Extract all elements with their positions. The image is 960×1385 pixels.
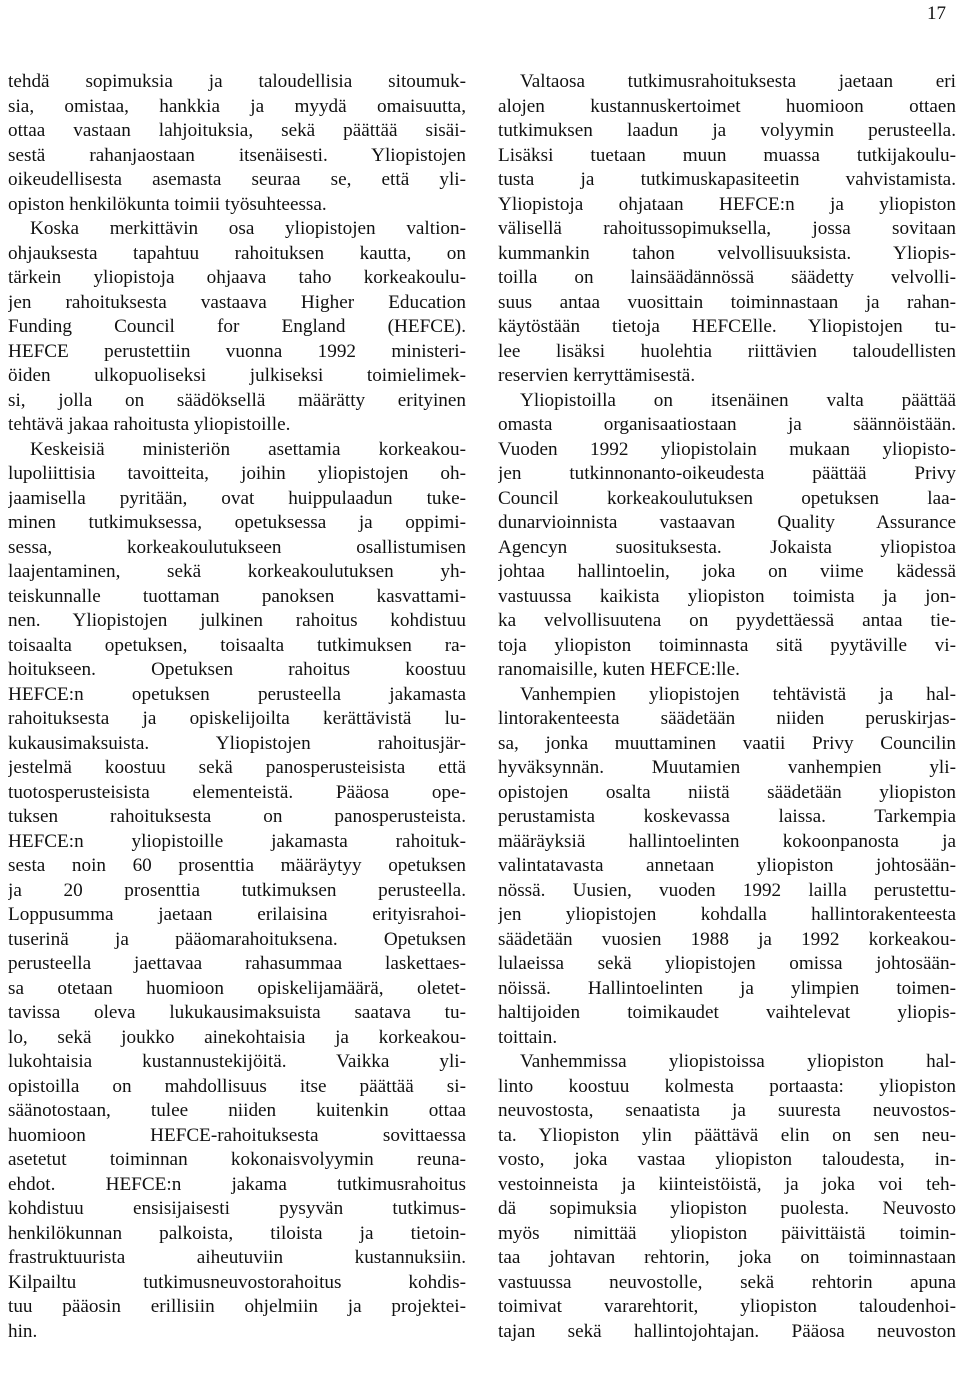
text-line: Valtaosa tutkimusrahoituksesta jaetaan eri bbox=[520, 71, 956, 92]
text-line: nöissä. Hallintoelinten ja ylimpien toimen- bbox=[498, 977, 956, 999]
text-line: huomioon HEFCE-rahoituksesta sovittaessa bbox=[8, 1124, 466, 1146]
text-line: vestoinneista ja kiinteistöistä, ja joka voi teh- bbox=[498, 1173, 956, 1195]
text-line: haltijoiden toimikaudet vaihtelevat yliopis- bbox=[498, 1002, 956, 1023]
text-line: tuu pääosin erillisiin ohjelmiin ja projektei- bbox=[8, 1296, 466, 1317]
text-line: nen. Yliopistojen julkinen rahoitus kohdistuu bbox=[8, 610, 466, 631]
text-line: tusta ja tutkimuskapasiteetin vahvistamista. bbox=[498, 169, 956, 190]
text-line: sesta noin 60 prosenttia määräytyy opetuksen bbox=[8, 855, 466, 876]
text-line: sa otetaan huomioon opiskelijamäärä, oletet- bbox=[8, 977, 466, 999]
text-line: sessa, korkeakoulutukseen osallistumisen bbox=[8, 536, 466, 558]
text-line: kukausimaksuista. Yliopistojen rahoitusjär- bbox=[8, 732, 466, 754]
text-line: Loppusumma jaetaan erilaisina erityisrahoi- bbox=[8, 904, 466, 925]
text-line: tuotosperusteisista elementeistä. Pääosa ope- bbox=[8, 781, 466, 803]
text-line: vosto, joka vastaa yliopiston taloudesta, in- bbox=[498, 1149, 956, 1170]
text-line: tuserinä ja pääomarahoituksena. Opetuksen bbox=[8, 928, 466, 950]
text-line: ohjauksesta tapahtuu rahoituksen kautta, on bbox=[8, 242, 466, 264]
text-line: lintorakenteesta säädetään niiden peruskirjas- bbox=[498, 708, 956, 729]
text-line: ehdot. HEFCE:n jakama tutkimusrahoitus bbox=[8, 1173, 466, 1195]
text-line: HEFCE perustettiin vuonna 1992 ministeri- bbox=[8, 340, 466, 362]
text-line: sa, jonka muuttaminen vaatii Privy Councilin bbox=[498, 732, 956, 754]
text-line: sestä rahanjaostaan itsenäisesti. Yliopistojen bbox=[8, 144, 466, 166]
text-line: lukohtaisia kustannustekijöitä. Vaikka yli- bbox=[8, 1051, 466, 1072]
text-line: jaamisella pyritään, ovat huippulaadun tuke- bbox=[8, 487, 466, 509]
text-line: lupoliittisia tavoitteita, joihin yliopistojen oh- bbox=[8, 463, 466, 484]
text-line: ta. Yliopiston ylin päättävä elin on sen neu- bbox=[498, 1124, 956, 1146]
text-line: jestelmä koostuu sekä panosperusteisista että bbox=[8, 757, 466, 778]
text-line: johtaa hallintoelin, joka on viime kädessä bbox=[498, 561, 956, 582]
text-line: kohdistuu ensisijaisesti pysyvän tutkimus- bbox=[8, 1198, 466, 1219]
text-line: nössä. Uusien, vuoden 1992 lailla perustettu- bbox=[498, 879, 956, 901]
text-line: tehdä sopimuksia ja taloudellisia sitoumuk- bbox=[8, 71, 466, 92]
text-line: suus antaa vuosittain toiminnastaan ja rahan- bbox=[498, 291, 956, 313]
text-line: vastuussa neuvostolle, sekä rehtorin apuna bbox=[498, 1271, 956, 1293]
text-line: hin. bbox=[8, 1320, 38, 1342]
text-line: valintatavasta annetaan yliopiston johtosään- bbox=[498, 855, 956, 876]
text-line: vastuussa kaikista yliopiston toimista ja jon- bbox=[498, 585, 956, 607]
text-line: sia, omistaa, hankkia ja myydä omaisuutta, bbox=[8, 95, 466, 117]
text-line: taa johtavan rehtorin, joka on toiminnastaan bbox=[498, 1247, 956, 1268]
text-line: opistoilla on mahdollisuus itse päättää si- bbox=[8, 1075, 466, 1097]
text-line: käytöstään tietoja HEFCElle. Yliopistojen tu- bbox=[498, 316, 956, 337]
text-line: jen rahoituksesta vastaava Higher Education bbox=[8, 291, 466, 313]
text-line: Agencyn suosituksesta. Jokaista yliopistoa bbox=[498, 536, 956, 558]
text-line: lulaeissa sekä yliopistojen omissa johtosään- bbox=[498, 953, 956, 974]
text-line: jen yliopistojen kohdalla hallintorakenteesta bbox=[498, 904, 956, 925]
text-line: Koska merkittävin osa yliopistojen valtion- bbox=[30, 218, 466, 239]
text-line: opiston henkilökunta toimii työsuhteessa. bbox=[8, 193, 327, 215]
text-line: välisellä rahoitussopimuksella, jossa sovitaan bbox=[498, 218, 956, 239]
text-line: linto koostuu kolmesta portaasta: yliopiston bbox=[498, 1075, 956, 1097]
text-line: omasta organisaatiostaan ja säännöistään. bbox=[498, 414, 956, 435]
text-line: lee lisäksi huolehtia riittävien taloudellisten bbox=[498, 340, 956, 362]
text-line: tutkimuksen laadun ja volyymin perusteella. bbox=[498, 120, 956, 141]
text-line: hyväksynnän. Muutamien vanhempien yli- bbox=[498, 757, 956, 778]
text-line: tavissa oleva lukukausimaksuista saatava tu- bbox=[8, 1002, 466, 1023]
text-line: toimivat vararehtorit, yliopiston taloudenhoi- bbox=[498, 1296, 956, 1317]
left-text-column bbox=[8, 70, 466, 1344]
text-line: frastruktuurista aiheutuviin kustannuksiin. bbox=[8, 1247, 466, 1268]
text-line: neuvostosta, senaatista ja suuresta neuvostos- bbox=[498, 1100, 956, 1121]
text-line: Yliopistoja ohjataan HEFCE:n ja yliopiston bbox=[498, 193, 956, 215]
text-line: perusteella jaettavaa rahasummaa laskettaes- bbox=[8, 953, 466, 974]
text-line: henkilökunnan palkoista, tiloista ja tietoin- bbox=[8, 1222, 466, 1244]
text-line: ranomaisille, kuten HEFCE:lle. bbox=[498, 659, 740, 680]
text-line: toilla on lainsäädännössä säädetty velvolli- bbox=[498, 267, 956, 288]
text-line: tehtävä jakaa rahoitusta yliopistoille. bbox=[8, 414, 291, 435]
text-line: toja yliopiston toiminnasta sitä pyytäville vi- bbox=[498, 634, 956, 656]
text-line: jen tutkinnonanto-oikeudesta päättää Privy bbox=[498, 463, 956, 484]
right-text-column bbox=[498, 70, 956, 1344]
text-line: si, jolla on säädöksellä määrätty erityinen bbox=[8, 389, 466, 411]
text-line: tärkein yliopistoja ohjaava taho korkeakoulu- bbox=[8, 267, 466, 288]
text-line: asetetut toiminnan kokonaisvolyymin reuna- bbox=[8, 1149, 466, 1170]
text-line: ka velvollisuutena on pyydettäessä antaa tie- bbox=[498, 610, 956, 631]
text-line: perustamista koskevassa laissa. Tarkempia bbox=[498, 806, 956, 827]
text-line: säädetään vuosien 1988 ja 1992 korkeakou- bbox=[498, 928, 956, 950]
text-line: opistojen osalta niistä säädetään yliopiston bbox=[498, 781, 956, 803]
text-line: dä sopimuksia yliopiston puolesta. Neuvosto bbox=[498, 1198, 956, 1219]
text-line: Vanhempien yliopistojen tehtävistä ja hal- bbox=[520, 683, 956, 705]
text-line: Yliopistoilla on itsenäinen valta päättää bbox=[520, 389, 956, 411]
text-line: Council korkeakoulutuksen opetuksen laa- bbox=[498, 487, 956, 509]
text-line: toisaalta opetuksen, toisaalta tutkimuksen ra- bbox=[8, 634, 466, 656]
text-line: myös nimittää yliopiston päivittäistä toimin- bbox=[498, 1222, 956, 1244]
text-line: Vuoden 1992 yliopistolain mukaan yliopisto- bbox=[498, 438, 956, 460]
page-number: 17 bbox=[927, 3, 946, 24]
text-line: dunarvioinnista vastaavan Quality Assurance bbox=[498, 512, 956, 533]
text-line: toittain. bbox=[498, 1026, 558, 1048]
text-line: oikeudellisesta asemasta seuraa se, että yli- bbox=[8, 169, 466, 190]
text-line: Kilpailtu tutkimusneuvostorahoitus kohdis- bbox=[8, 1271, 466, 1293]
text-line: teiskunnalle tuottaman panoksen kasvattami- bbox=[8, 585, 466, 607]
text-line: HEFCE:n opetuksen perusteella jakamasta bbox=[8, 683, 466, 705]
text-line: reservien kerryttämisestä. bbox=[498, 365, 696, 386]
text-line: ottaa vastaan lahjoituksia, sekä päättää sisäi- bbox=[8, 120, 466, 141]
text-line: hoitukseen. Opetuksen rahoitus koostuu bbox=[8, 659, 466, 680]
text-line: Vanhemmissa yliopistoissa yliopiston hal- bbox=[520, 1051, 956, 1072]
text-line: säänotostaan, tulee niiden kuitenkin ottaa bbox=[8, 1100, 466, 1121]
text-line: alojen kustannuskertoimet huomioon ottaen bbox=[498, 95, 956, 117]
text-line: laajentaminen, sekä korkeakoulutuksen yh- bbox=[8, 561, 466, 582]
text-line: tuksen rahoituksesta on panosperusteista. bbox=[8, 806, 466, 827]
text-line: kummankin tahon velvollisuuksista. Yliopis- bbox=[498, 242, 956, 264]
text-line: öiden ulkopuoliseksi julkiseksi toimielimek- bbox=[8, 365, 466, 386]
text-line: Lisäksi tuetaan muun muassa tutkijakoulu- bbox=[498, 144, 956, 166]
text-line: HEFCE:n yliopistoille jakamasta rahoituk- bbox=[8, 830, 466, 852]
text-line: ja 20 prosenttia tutkimuksen perusteella. bbox=[8, 879, 466, 901]
text-line: lo, sekä joukko ainekohtaisia ja korkeakou- bbox=[8, 1026, 466, 1048]
text-line: rahoituksesta ja opiskelijoilta kerättävistä lu- bbox=[8, 708, 466, 729]
text-line: Funding Council for England (HEFCE). bbox=[8, 316, 466, 337]
text-line: määräyksiä hallintoelinten kokoonpanosta ja bbox=[498, 830, 956, 852]
text-line: tajan sekä hallintojohtajan. Pääosa neuvoston bbox=[498, 1320, 956, 1342]
text-line: Keskeisiä ministeriön asettamia korkeakou- bbox=[30, 438, 466, 460]
text-line: minen tutkimuksessa, opetuksessa ja oppimi- bbox=[8, 512, 466, 533]
